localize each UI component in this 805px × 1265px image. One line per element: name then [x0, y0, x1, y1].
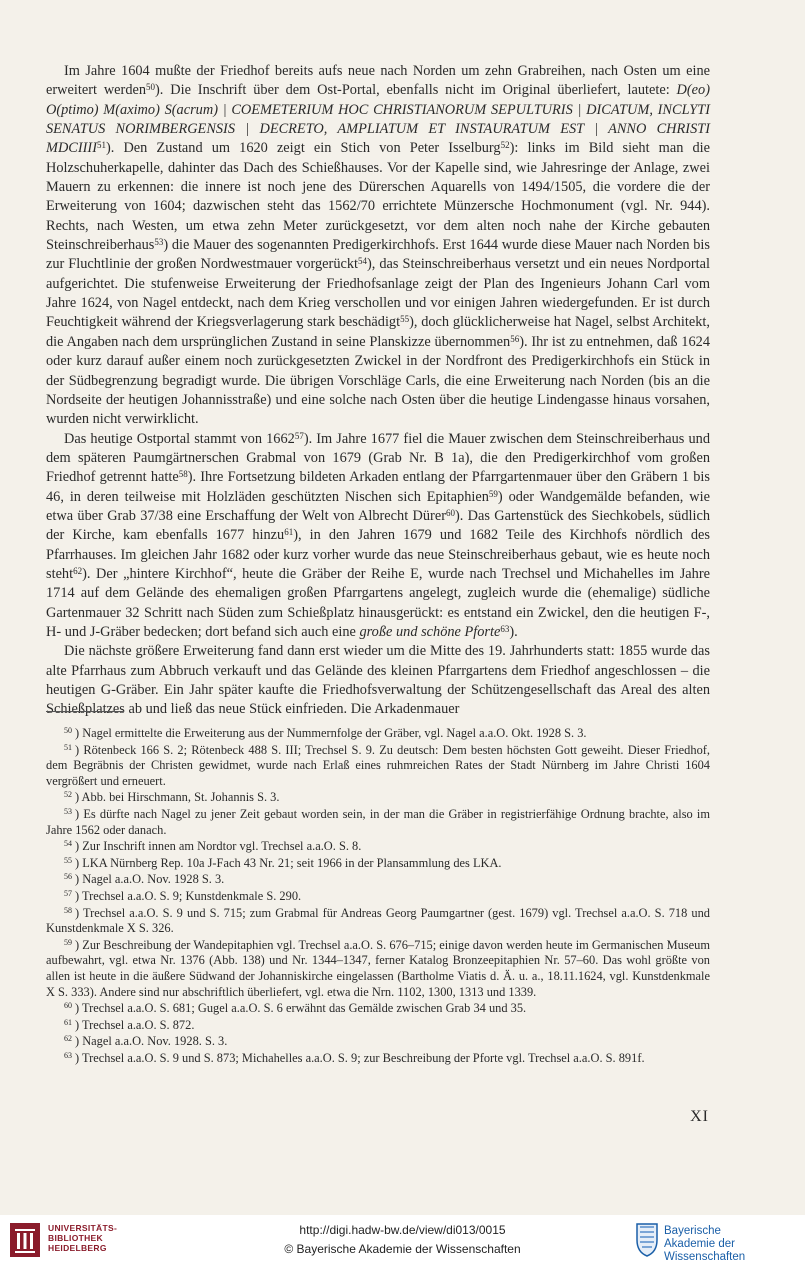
body-paragraph — [46, 430, 710, 643]
footnote-reference[interactable]: 60 — [445, 507, 455, 518]
academy-crest-icon[interactable] — [634, 1220, 660, 1258]
footnote-number: 51 — [64, 742, 72, 752]
footnote-reference[interactable]: 55 — [400, 314, 410, 325]
footnote: $^{55}$ ) LKA Nürnberg Rep. 10a J-Fach 43 Nr. 21; seit 1966 in der Plansammlung des LKA. — [64, 855, 502, 870]
body-paragraph — [46, 62, 710, 430]
text-run: ). — [509, 623, 518, 640]
footnote: $^{56}$ ) Nagel a.a.O. Nov. 1928 S. 3. — [64, 872, 225, 887]
footnote-text: Trechsel a.a.O. S. 9 und S. 715; zum Grabmal für Andreas Georg Paumgartner (gest. 1679) vgl. Trechsel a.a.O. S. 718 und Kunstdenkmale X S. 326. — [46, 905, 710, 936]
footnote-reference[interactable]: 52 — [500, 140, 510, 151]
italic-text: große und schöne Pforte — [359, 623, 501, 640]
footnote-text: Nagel ermittelte die Erweiterung aus der Nummernfolge der Gräber, vgl. Nagel a.a.O. Okt. 1928 S. 3. — [82, 726, 587, 740]
footnote-text: Trechsel a.a.O. S. 9; Kunstdenkmale S. 290. — [82, 888, 302, 903]
footer-bar — [0, 1215, 805, 1265]
page-number: XI — [690, 1108, 709, 1125]
text-run: ). Den Zustand um 1620 zeigt ein Stich von Peter Isselburg — [105, 140, 501, 157]
footnote-reference[interactable]: 50 — [146, 82, 156, 93]
text-run: ). Der „hintere Kirchhof“, heute die Gräber der Reihe E, wurde nach Trechsel und Michahelles im Jahre 1714 auf dem Gelände des ehemaligen großen Pfarrgartens angelegt, zugleich wurde die (ehemalige) südliche Gartenmauer 32 Schritt nach Süden zum Schießplatz hinausgerückt: es entstand ein Zwickel, den die heutigen F-, H- und J-Gräber bedecken; dort befand sich auch eine — [46, 565, 710, 640]
footnote-text: Es dürfte nach Nagel zu jener Zeit gebaut worden sein, in der man die Gräber in registrierfähige Ordnung brachte, also im Jahre 1562 oder danach. — [46, 806, 710, 837]
copyright-notice: © Bayerische Akademie der Wissenschaften — [284, 1242, 521, 1256]
footnote-number: 55 — [64, 855, 72, 865]
footnote-reference[interactable]: 56 — [510, 333, 520, 344]
footnote-number: 58 — [64, 905, 72, 915]
footnote-reference[interactable]: 62 — [73, 565, 83, 576]
text-run: ). Ihre Fortsetzung bildeten Arkaden entlang der Pfarrgartenmauer über den Gräbern 1 bis 46, in deren teilweise mit Holzläden geschützten Nischen sich Epitaphien — [46, 469, 710, 505]
text-run: ). Im Jahre 1677 fiel die Mauer zwischen dem Steinschreiberhaus und dem späteren Paumgärtnerschen Grabmal von 1679 (Grab Nr. B 1a), die den Predigerkirchhof vom großen Friedhof getrennt hatte — [46, 430, 710, 486]
footnote: $^{51}$ ) Rötenbeck 166 S. 2; Rötenbeck 488 S. III; Trechsel S. 9. Zu deutsch: Dem besten höchsten Gott geweiht. Dieser Friedhof, dem Begräbnis der Christen gewidmet, wurde nach Erlaß eines ruhmreichen Rates der Stadt Nürnberg im Jahre Christi 1604 vergrößert und erneuert. — [46, 742, 710, 788]
footnote: $^{59}$ ) Zur Beschreibung der Wandepitaphien vgl. Trechsel a.a.O. S. 676–715; einige davon werden heute im Germanischen Museum aufbewahrt, vgl. etwa Nr. 1376 (Abb. 138) und Nr. 1344–1347, ferner Katalog Bronzeepitaphien Nr. 57–60. Das wohl größte von allen ist heute in die äußere Südwand der Johanniskirche eingelassen (Bartholme Viatis d. Ä. u. a., 18.11.1624, vgl. Kunstdenkmale X S. 333). Andere sind nur abschriftlich überliefert, vgl. etwa die Nrn. 1102, 1300, 1313 und 1339. — [46, 937, 710, 999]
footnote-number: 63 — [64, 1050, 72, 1060]
footnote-number: 59 — [64, 937, 72, 947]
text-run: ) die Mauer des sogenannten Predigerkirchhofs. Erst 1644 wurde diese Mauer nach Norden bis zur Fluchtlinie der großen Nordwestmauer vorgerückt — [46, 237, 710, 273]
text-run: ). Das Gartenstück des Siechkobels, südlich der Kirche, kam ebenfalls 1677 hinzu — [46, 507, 710, 544]
text-run: Im Jahre 1604 mußte der Friedhof bereits aufs neue nach Norden um zehn Grabreihen, nach Osten um eine erweitert werden — [46, 63, 710, 99]
text-run: Das heutige Ostportal stammt von 1662 — [64, 430, 295, 447]
footnote-text: Trechsel a.a.O. S. 872. — [82, 1017, 195, 1032]
footnote-reference[interactable]: 59 — [488, 488, 498, 499]
footnote-reference[interactable]: 53 — [154, 237, 164, 248]
footnote-text: Abb. bei Hirschmann, St. Johannis S. 3. — [81, 790, 280, 805]
footnote-number: 50 — [64, 726, 72, 735]
footnote: $^{57}$ ) Trechsel a.a.O. S. 9; Kunstdenkmale S. 290. — [64, 888, 302, 903]
footnote-reference[interactable]: 51 — [96, 140, 106, 151]
footnote-text: LKA Nürnberg Rep. 10a J-Fach 43 Nr. 21; seit 1966 in der Plansammlung des LKA. — [82, 855, 502, 870]
text-run: ), doch glücklicherweise hat Nagel, selbst Architekt, die Angaben nach dem ursprünglichen Zustand in seine Planskizze übernommen — [46, 314, 711, 350]
footnote-text: Zur Inschrift innen am Nordtor vgl. Trechsel a.a.O. S. 8. — [82, 839, 362, 854]
text-run: ), das Steinschreiberhaus versetzt und ein neues Nordportal aufgerichtet. Die stufenweise Erweiterung der Friedhofsanlage zeigt der Plan des Ingenieurs Johann Carl vom Jahre 1624, von Nagel entdeckt, nach dem Krieg verschollen und vor einigen Jahren wiedergefunden. Er ist durch Feuchtigkeit während der Kriegsverlagerung stark beschädigt — [46, 256, 710, 331]
footnote: $^{50}$ ) Nagel ermittelte die Erweiterung aus der Nummernfolge der Gräber, vgl. Nagel a.a.O. Okt. 1928 S. 3. — [64, 726, 587, 740]
footnote-text: Trechsel a.a.O. S. 9 und S. 873; Michahelles a.a.O. S. 9; zur Beschreibung der Pforte vgl. Trechsel a.a.O. S. 891f. — [82, 1050, 645, 1065]
footnote-text: Nagel a.a.O. Nov. 1928. S. 3. — [82, 1034, 228, 1049]
footnote-reference[interactable]: 54 — [358, 256, 368, 267]
body-paragraph — [46, 642, 710, 719]
footnote-number: 57 — [64, 888, 72, 898]
footnote: $^{63}$ ) Trechsel a.a.O. S. 9 und S. 873; Michahelles a.a.O. S. 9; zur Beschreibung der Pforte vgl. Trechsel a.a.O. S. 891f. — [64, 1050, 645, 1065]
footnote-number: 53 — [64, 806, 72, 816]
footnote-text: Nagel a.a.O. Nov. 1928 S. 3. — [82, 872, 225, 887]
footnote-text: Trechsel a.a.O. S. 681; Gugel a.a.O. S. 6 erwähnt das Gemälde zwischen Grab 34 und 35. — [82, 1001, 527, 1016]
footnote-number: 61 — [64, 1017, 72, 1027]
footnote-reference[interactable]: 58 — [178, 469, 188, 480]
italic-text: D(eo) O(ptimo) M(aximo) S(acrum) | COEMETERIUM HOC CHRISTIANORUM SEPULTURIS | DICATUM, INCLYTI SENATUS NORIMBERGENSIS | DECRETO, AMPLIATUM ET INSTAURATUM EST | ANNO CHRISTI MDCIIII — [46, 82, 710, 157]
footnotes — [46, 726, 710, 1067]
footnote-number: 52 — [64, 790, 72, 800]
footnote-text: Zur Beschreibung der Wandepitaphien vgl. Trechsel a.a.O. S. 676–715; einige davon werden heute im Germanischen Museum aufbewahrt, vgl. etwa Nr. 1376 (Abb. 138) und Nr. 1344–1347, ferner Katalog Bronzeepitaphien Nr. 57–60. Das wohl größte von allen ist heute in die äußere Südwand der Johanniskirche eingelassen (Bartholme Viatis d. Ä. u. a., 18.11.1624, vgl. Kunstdenkmale X S. 333). Andere sind nur abschriftlich überliefert, vgl. etwa die Nrn. 1102, 1300, 1313 und 1339. — [46, 937, 710, 999]
footnote: $^{54}$ ) Zur Inschrift innen am Nordtor vgl. Trechsel a.a.O. S. 8. — [64, 839, 362, 854]
footnote: $^{60}$ ) Trechsel a.a.O. S. 681; Gugel a.a.O. S. 6 erwähnt das Gemälde zwischen Grab 34 und 35. — [64, 1001, 527, 1016]
footnote: $^{61}$ ) Trechsel a.a.O. S. 872. — [64, 1017, 195, 1032]
text-run: ). Die Inschrift über dem Ost-Portal, ebenfalls nicht im Original überliefert, lautete: — [155, 82, 677, 99]
footnote-reference[interactable]: 57 — [294, 430, 304, 441]
text-run: ). Ihr ist zu entnehmen, daß 1624 oder kurz darauf außer einem noch zurückgesetzten Zwickel in der Nordfront des Predigerkirchhofs ein Stück in der Südbegrenzung begradigt wurde. Die übrigen Vorschläge Carls, die eine Erweiterung nach Norden (bis an die Nordseite der heutigen Johannisstraße) und eine solche nach Osten über die heutige Lindengasse hinaus vorsahen, wurden nicht verwirklicht. — [46, 333, 710, 428]
text-run: ) oder Wandgemälde befanden, wie etwa über Grab 37/38 eine Erschaffung der Welt von Albrecht Dürer — [46, 488, 710, 524]
source-url-link[interactable]: http://digi.hadw-bw.de/view/di013/0015 — [299, 1223, 506, 1237]
footnote-number: 54 — [64, 839, 72, 849]
academy-logo-text: Bayerische Akademie der Wissenschaften — [664, 1225, 746, 1263]
footnote: $^{53}$ ) Es dürfte nach Nagel zu jener Zeit gebaut worden sein, in der man die Gräber in registrierfähige Ordnung brachte, also im Jahre 1562 oder danach. — [46, 806, 710, 837]
footnote-reference[interactable]: 63 — [500, 623, 510, 634]
footnote: $^{58}$ ) Trechsel a.a.O. S. 9 und S. 715; zum Grabmal für Andreas Georg Paumgartner (gest. 1679) vgl. Trechsel a.a.O. S. 718 und Kunstdenkmale X S. 326. — [46, 905, 710, 936]
body-text — [46, 62, 710, 720]
university-library-logo-text: UNIVERSITÄTS- BIBLIOTHEK HEIDELBERG — [48, 1223, 118, 1253]
footnote-number: 60 — [64, 1001, 72, 1011]
footnote: $^{62}$ ) Nagel a.a.O. Nov. 1928. S. 3. — [64, 1034, 228, 1049]
text-run: ): links im Bild sieht man die Holzschuherkapelle, dahinter das Dach des Schießhauses. Vor der Kapelle sind, wie Jahresringe der Anlage, zwei Mauern zu erkennen: die innere ist noch jene des Dürerschen Aquarells von 1494/1505, die vordere die der Erweiterung von 1604; dazwischen steht das 1562/70 errichtete Münzersche Hochmonument (vgl. Nr. 944). Rechts, nach Westen, um etwa zehn Meter zurückgesetzt, vor dem alten noch nahe der Kirche gebauten Steinschreiberhaus — [46, 140, 710, 254]
footnote-number: 62 — [64, 1034, 72, 1044]
footnote: $^{52}$ ) Abb. bei Hirschmann, St. Johannis S. 3. — [64, 790, 280, 805]
text-run: ), in den Jahren 1679 und 1682 Teile des Kirchhofs nördlich des Pfarrhauses. Im gleichen Jahr 1682 oder kurz vorher wurde das neue Steinschreiberhaus gebaut, wie es heute noch steht — [46, 527, 710, 582]
footnote-number: 56 — [64, 872, 72, 882]
footnote-reference[interactable]: 61 — [284, 527, 294, 538]
footnote-text: Rötenbeck 166 S. 2; Rötenbeck 488 S. III; Trechsel S. 9. Zu deutsch: Dem besten höchsten Gott geweiht. Dieser Friedhof, dem Begräbnis der Christen gewidmet, wurde nach Erlaß eines ruhmreichen Rates der Stadt Nürnberg im Jahre Christi 1604 vergrößert und erneuert. — [46, 742, 710, 788]
text-run: Die nächste größere Erweiterung fand dann erst wieder um die Mitte des 19. Jahrhunderts statt: 1855 wurde das alte Pfarrhaus zum Abbruch verkauft und das Gelände des kleinen Pfarrgartens dem Friedhof angeschlossen – die heutigen G-Gräber. Ein Jahr später kaufte die Friedhofsverwaltung der Schützengesellschaft das Areal des alten Schießplatzes ab und ließ das neue Stück einfrieden. Die Arkadenmauer — [46, 643, 710, 718]
footnote-separator — [46, 711, 124, 712]
